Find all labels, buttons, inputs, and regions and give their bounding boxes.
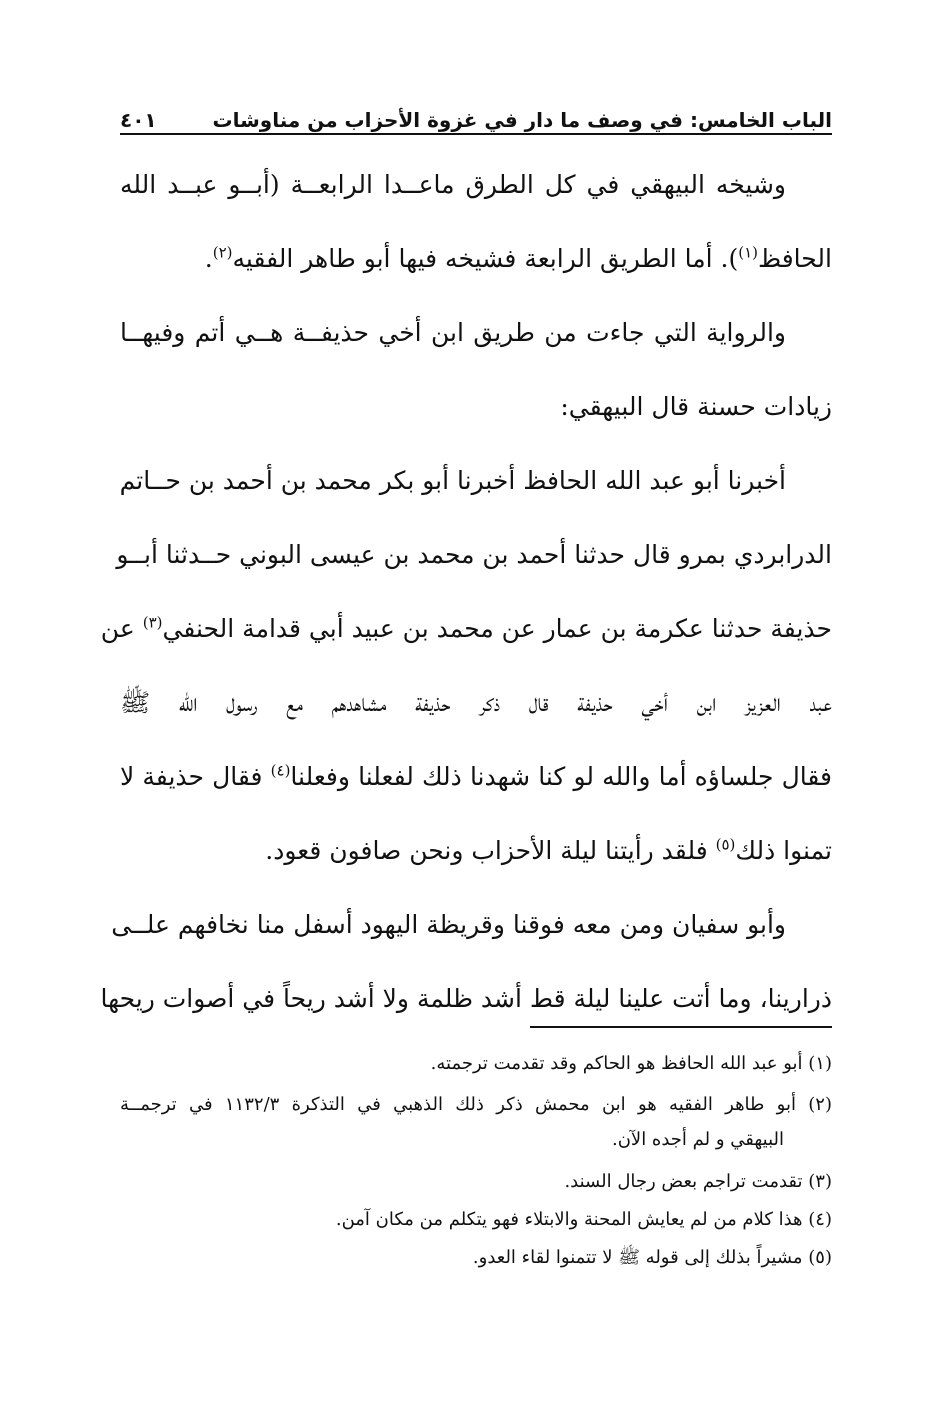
- text-line: حذيفة حدثنا عكرمة بن عمار عن محمد بن عبيد أبي قدامة الحنفي$^{(٣)}$ عن: [100, 613, 832, 643]
- footnote: (٤) هذا كلام من لم يعايش المحنة والابتلاء فهو يتكلم من مكان آمن.: [335, 1209, 832, 1230]
- text-line: زيادات حسنة قال البيهقي:: [560, 392, 832, 421]
- text-line: تمنوا ذلك$^{(٥)}$ فلقد رأيتنا ليلة الأحزاب ونحن صافون قعود.: [265, 835, 832, 865]
- text-line: وشيخه البيهقي في كل الطرق ماعــدا الرابعــة (أبــو عبــد الله: [120, 170, 786, 199]
- footnote-ref: (٣): [142, 613, 163, 632]
- footnote-ref: (٢): [212, 243, 233, 262]
- footnote-continuation: البيهقي و لم أجده الآن.: [611, 1129, 784, 1150]
- text-line: الدرابردي بمرو قال حدثنا أحمد بن محمد بن عيسى البوني حــدثنا أبــو: [116, 540, 832, 569]
- text-line: وأبو سفيان ومن معه فوقنا وقريظة اليهود أسفل منا نخافهم علــى: [111, 910, 786, 939]
- text-line: ذرارينا، وما أتت علينا ليلة قط أشد ظلمة ولا أشد ريحاً في أصوات ريحها: [100, 984, 832, 1013]
- chapter-title: الباب الخامس: في وصف ما دار في غزوة الأحزاب من مناوشات: [212, 108, 832, 132]
- footnote-separator: [530, 1026, 832, 1028]
- text-line: الحافظ$^{(١)}$). أما الطريق الرابعة فشيخه فيها أبو طاهر الفقيه$^{(٢)}$.: [204, 243, 832, 273]
- page-number: ٤٠١: [120, 108, 157, 132]
- text-line: عبد العزيز ابن أخي حذيفة قال ذكر حذيفة مشاهدهم مع رسول الله ﷺ: [120, 688, 832, 717]
- footnote: (٥) مشيراً بذلك إلى قوله ﷺ لا تتمنوا لقاء العدو.: [472, 1247, 832, 1268]
- footnote: (١) أبو عبد الله الحافظ هو الحاكم وقد تقدمت ترجمته.: [430, 1053, 832, 1074]
- header-rule: [120, 133, 832, 135]
- main-text: [100, 148, 833, 1036]
- text-line: والرواية التي جاءت من طريق ابن أخي حذيفــة هــي أتم وفيهــا: [120, 318, 786, 347]
- text-line: فقال جلساؤه أما والله لو كنا شهدنا ذلك لفعلنا وفعلنا$^{(٤)}$ فقال حذيفة لا: [120, 761, 833, 791]
- footnote-ref: (١): [738, 243, 758, 262]
- footnote: (٢) أبو طاهر الفقيه هو ابن محمش ذكر ذلك الذهبي في التذكرة ١١٣٢/٣ في ترجمــة: [120, 1094, 832, 1115]
- footnote: (٣) تقدمت تراجم بعض رجال السند.: [564, 1171, 832, 1192]
- running-header: [120, 98, 832, 132]
- footnote-ref: (٤): [270, 761, 291, 780]
- footnotes: [120, 1040, 832, 1277]
- footnote-ref: (٥): [715, 835, 736, 854]
- text-line: أخبرنا أبو عبد الله الحافظ أخبرنا أبو بكر محمد بن أحمد بن حــاتم: [119, 466, 786, 495]
